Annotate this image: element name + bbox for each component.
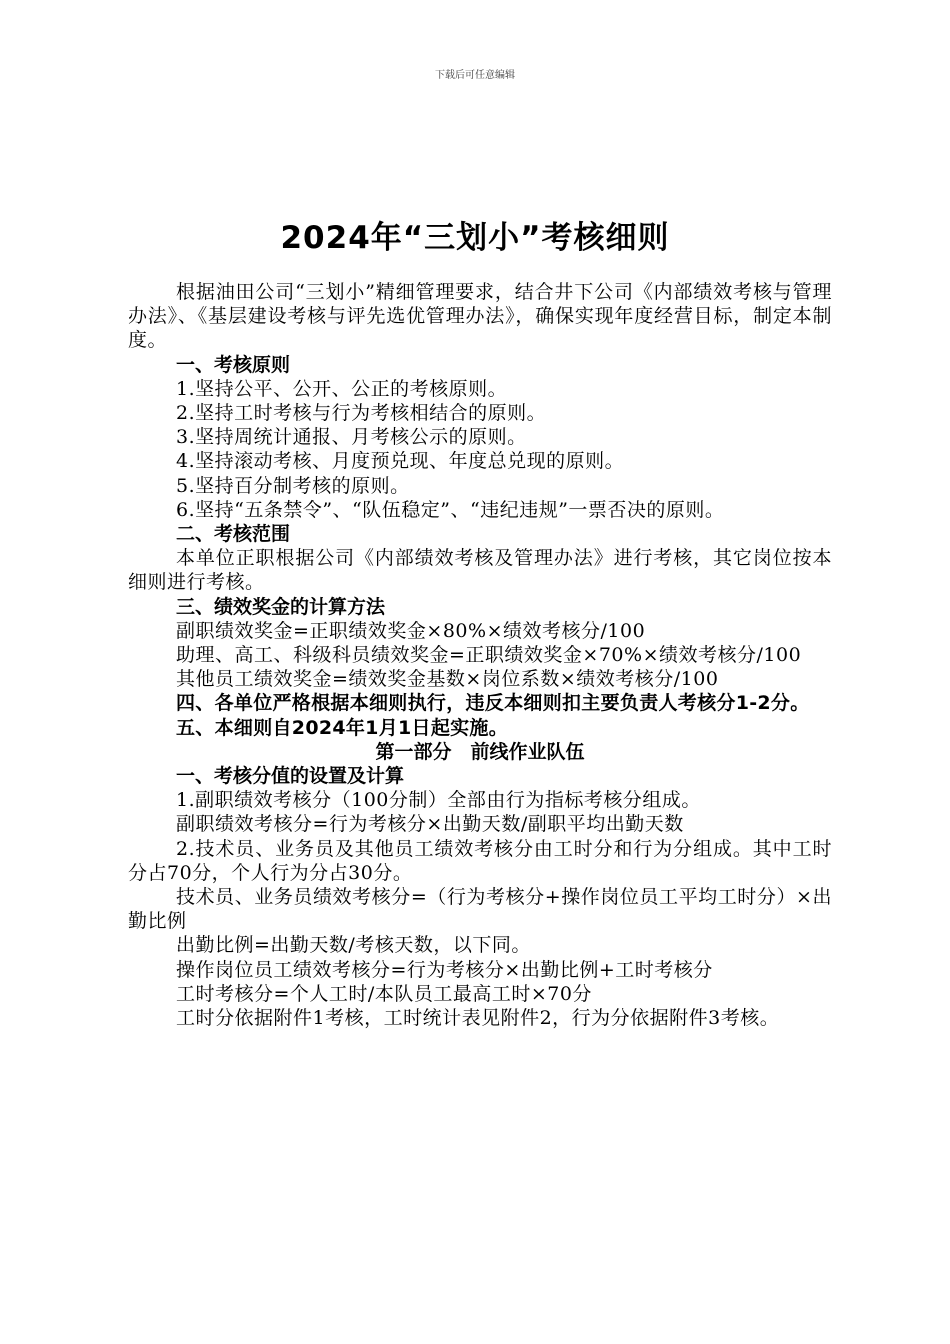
scoring-item: 1.副职绩效考核分（100分制）全部由行为指标考核分组成。 xyxy=(176,789,701,812)
scoring-item: 技术员、业务员绩效考核分=（行为考核分+操作岗位员工平均工时分）×出勤比例 xyxy=(128,886,832,933)
principle-item: 4.坚持滚动考核、月度预兑现、年度总兑现的原则。 xyxy=(176,450,625,473)
part-one-heading: 第一部分 前线作业队伍 xyxy=(375,740,585,763)
scoring-item: 工时考核分=个人工时/本队员工最高工时×70分 xyxy=(176,982,592,1005)
bonus-formula: 助理、高工、科级科员绩效奖金=正职绩效奖金×70%×绩效考核分/100 xyxy=(176,644,802,667)
section-heading-bonus: 三、绩效奖金的计算方法 xyxy=(176,595,386,618)
section-heading-scope: 二、考核范围 xyxy=(176,523,291,546)
scoring-item: 工时分依据附件1考核，工时统计表见附件2，行为分依据附件3考核。 xyxy=(176,1007,780,1030)
bonus-formula: 副职绩效奖金=正职绩效奖金×80%×绩效考核分/100 xyxy=(176,619,646,642)
scoring-item: 副职绩效考核分=行为考核分×出勤天数/副职平均出勤天数 xyxy=(176,813,684,836)
document-body xyxy=(128,280,832,1030)
section-five-paragraph: 五、本细则自2024年1月1日起实施。 xyxy=(176,716,509,739)
principle-item: 3.坚持周统计通报、月考核公示的原则。 xyxy=(176,426,527,449)
principle-item: 1.坚持公平、公开、公正的考核原则。 xyxy=(176,377,508,400)
principle-item: 6.坚持“五条禁令”、“队伍稳定”、“违纪违规”一票否决的原则。 xyxy=(176,498,725,521)
section-four-paragraph: 四、各单位严格根据本细则执行，违反本细则扣主要负责人考核分1-2分。 xyxy=(176,692,810,715)
document-title: 2024年“三划小”考核细则 xyxy=(280,220,670,256)
section-heading-principles: 一、考核原则 xyxy=(176,353,291,376)
scope-paragraph: 本单位正职根据公司《内部绩效考核及管理办法》进行考核，其它岗位按本细则进行考核。 xyxy=(128,547,832,594)
page-header: 下载后可任意编辑 xyxy=(435,70,515,81)
scoring-item: 操作岗位员工绩效考核分=行为考核分×出勤比例+工时考核分 xyxy=(176,958,713,981)
scoring-item: 2.技术员、业务员及其他员工绩效考核分由工时分和行为分组成。其中工时分占70分，个人行为分占30分。 xyxy=(128,837,832,884)
scoring-item: 出勤比例=出勤天数/考核天数，以下同。 xyxy=(176,934,531,957)
part-one-subheading: 一、考核分值的设置及计算 xyxy=(176,765,405,788)
intro-paragraph: 根据油田公司“三划小”精细管理要求，结合井下公司《内部绩效考核与管理办法》、《基层建设考核与评先选优管理办法》，确保实现年度经营目标，制定本制度。 xyxy=(128,281,832,352)
principle-item: 2.坚持工时考核与行为考核相结合的原则。 xyxy=(176,402,547,425)
bonus-formula: 其他员工绩效奖金=绩效奖金基数×岗位系数×绩效考核分/100 xyxy=(176,668,719,691)
principle-item: 5.坚持百分制考核的原则。 xyxy=(176,474,410,497)
